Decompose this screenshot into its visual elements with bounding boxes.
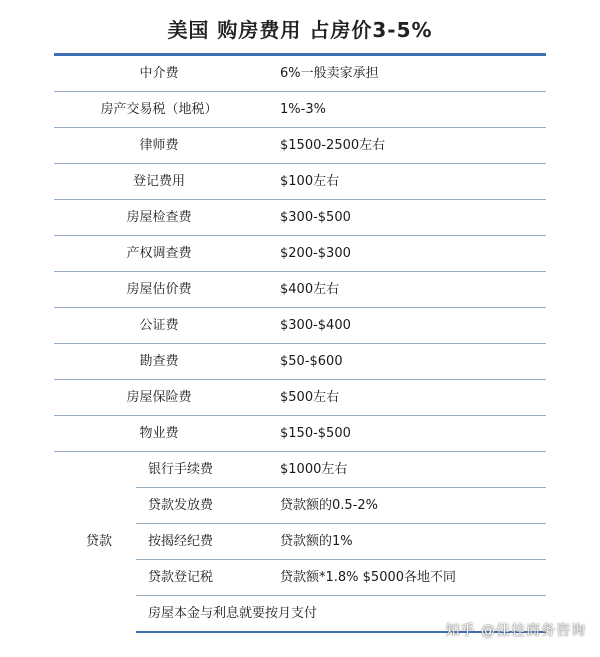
fee-value: 1%-3% (280, 102, 326, 117)
table-row (54, 416, 546, 452)
fee-value: $200-$300 (280, 246, 351, 261)
loan-fee-name: 房屋本金与利息就要按月支付 (148, 606, 318, 621)
loan-fee-value: 贷款额的0.5-2% (280, 498, 378, 513)
fee-value: $1500-2500左右 (280, 138, 386, 153)
table-row (54, 236, 546, 272)
table-row (54, 92, 546, 128)
loan-fee-name: 贷款发放费 (148, 498, 214, 513)
loan-fee-value: 贷款额*1.8% $5000各地不同 (280, 570, 457, 585)
fee-value: 6%一般卖家承担 (280, 66, 379, 81)
table-row (54, 272, 546, 308)
loan-row (136, 524, 546, 560)
fee-name: 登记费用 (132, 174, 185, 189)
table-row (54, 56, 546, 92)
fee-value: $400左右 (280, 282, 340, 297)
loan-fee-value: 贷款额的1% (280, 534, 353, 549)
table-row (54, 200, 546, 236)
loan-label: 贷款 (85, 534, 112, 549)
loan-fee-name: 按揭经纪费 (148, 534, 214, 549)
fee-name: 中介费 (139, 66, 179, 81)
fee-value: $300-$400 (280, 318, 351, 333)
loan-row (136, 488, 546, 524)
fee-name: 勘查费 (139, 354, 179, 369)
loan-items (136, 452, 546, 633)
page-title: 美国 购房费用 占房价3-5% (167, 18, 433, 42)
fee-name: 物业费 (139, 426, 179, 441)
loan-fee-name: 贷款登记税 (148, 570, 214, 585)
fee-value: $100左右 (280, 174, 340, 189)
fee-value: $150-$500 (280, 426, 351, 441)
table-row (54, 380, 546, 416)
fee-value: $500左右 (280, 390, 340, 405)
fee-name: 律师费 (139, 138, 179, 153)
fee-table (54, 56, 546, 632)
fee-name: 房产交易税（地税） (100, 102, 218, 117)
loan-section (54, 452, 546, 632)
fee-name: 公证费 (139, 318, 179, 333)
fee-name: 产权调查费 (126, 246, 192, 261)
fee-value: $50-$600 (280, 354, 343, 369)
table-row (54, 128, 546, 164)
loan-fee-value: $1000左右 (280, 462, 348, 477)
watermark: 知乎 @佳桂商务咨询 (445, 623, 586, 639)
table-row (54, 308, 546, 344)
table-row (54, 344, 546, 380)
fee-value: $300-$500 (280, 210, 351, 225)
table-row (54, 164, 546, 200)
fee-name: 房屋保险费 (126, 390, 192, 405)
fee-name: 房屋检查费 (126, 210, 192, 225)
loan-row (136, 452, 546, 488)
loan-row (136, 560, 546, 596)
fee-name: 房屋估价费 (126, 282, 192, 297)
loan-fee-name: 银行手续费 (148, 462, 214, 477)
